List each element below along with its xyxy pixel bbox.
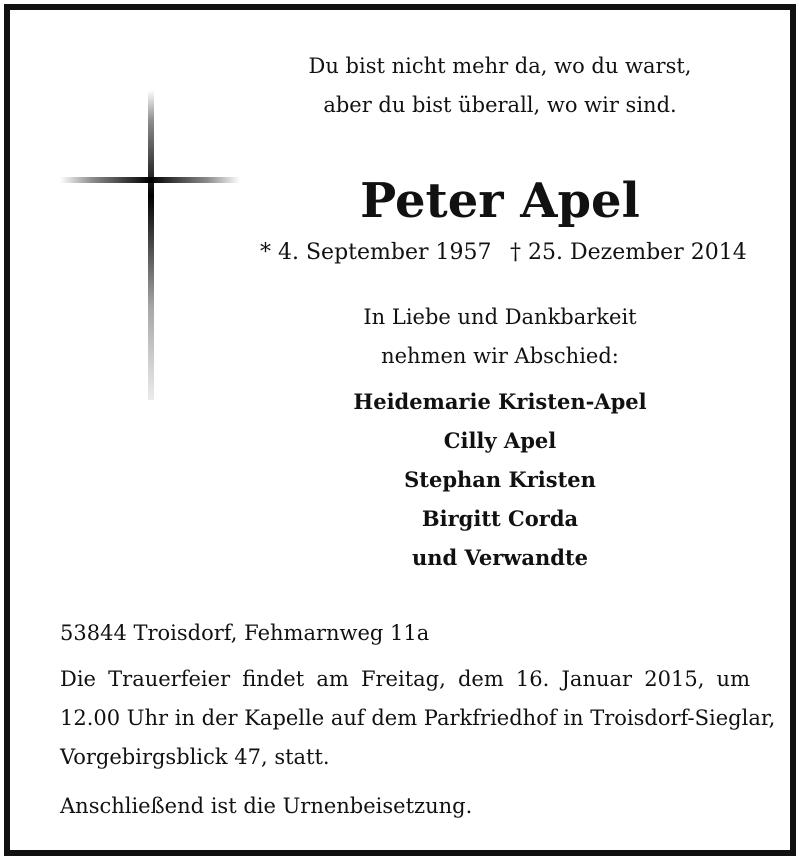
cross-icon <box>60 90 240 400</box>
address: 53844 Troisdorf, Fehmarnweg 11a <box>60 621 430 645</box>
closing-note: Anschließend ist die Urnenbeisetzung. <box>60 794 473 818</box>
mourner-name: und Verwandte <box>411 545 589 570</box>
farewell-line-1: In Liebe und Dankbarkeit <box>363 305 637 329</box>
service-line-1: Die Trauerfeier findet am Freitag, dem 16. Januar 2015, um <box>60 667 750 691</box>
service-line-2: 12.00 Uhr in der Kapelle auf dem Parkfriedhof in Troisdorf-Sieglar, <box>60 706 776 730</box>
mourner-name: Cilly Apel <box>443 428 557 453</box>
deceased-name: Peter Apel <box>360 173 640 229</box>
birth-date: * 4. September 1957 <box>260 240 492 265</box>
mourner-name: Birgitt Corda <box>421 506 579 531</box>
mourner-name: Heidemarie Kristen-Apel <box>353 389 647 414</box>
cross-horizontal-beam <box>60 177 240 183</box>
cross-vertical-beam <box>148 90 154 400</box>
death-date: † 25. Dezember 2014 <box>510 240 747 265</box>
obituary-frame <box>4 4 796 856</box>
quote-line-1: Du bist nicht mehr da, wo du warst, <box>308 54 692 78</box>
service-line-3: Vorgebirgsblick 47, statt. <box>60 745 330 769</box>
quote-line-2: aber du bist überall, wo wir sind. <box>323 93 677 117</box>
mourner-name: Stephan Kristen <box>404 467 596 492</box>
farewell-line-2: nehmen wir Abschied: <box>381 344 619 368</box>
